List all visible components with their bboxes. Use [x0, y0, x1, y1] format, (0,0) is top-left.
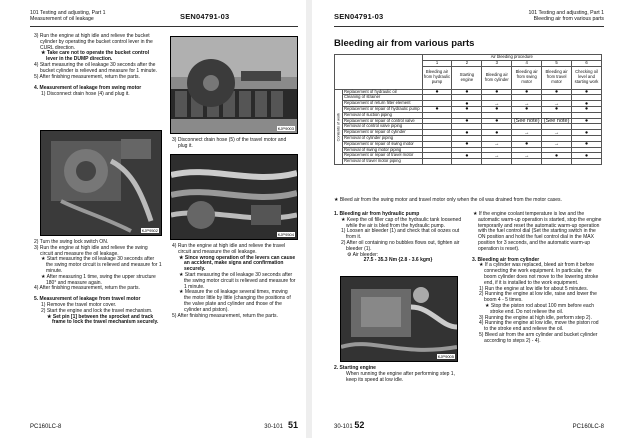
table-mark: ● — [482, 130, 512, 136]
table-col-header: Bleeding air from hydraulic pump — [422, 66, 452, 89]
footer-page — [264, 420, 298, 430]
table-row-item: Removal of control valve piping — [342, 124, 422, 130]
table-row-item: Replacement of hydraulic oil — [342, 89, 422, 95]
table-col-header: Checking oil level and starting work — [572, 66, 602, 89]
table-mark: → — [512, 130, 542, 136]
note-text: ★ Start measuring the oil leakage 30 seconds after the swing motor circuit is relieved and measure for 1 minute. — [41, 256, 162, 274]
body-text: When running the engine after performing step 1, keep its speed at low idle. — [346, 370, 455, 383]
table-mark: → — [542, 141, 572, 147]
table-col-number: 4 — [512, 60, 542, 66]
footer-code: 30-101 — [334, 424, 353, 430]
caution-text: ★ Set pin [1] between the sprocket and track frame to lock the travel mechanism securely. — [47, 313, 159, 326]
note-text: ★ Keep the oil filler cap of the hydraulic tank loosened while the air is bled from the hydraulic pump. — [341, 216, 462, 229]
table-mark: → — [482, 141, 512, 147]
header-line: 101 Testing and adjusting, Part 1 — [30, 10, 106, 16]
left-column-2-upper — [172, 138, 296, 150]
table-row-item: Removal of swing motor piping — [342, 147, 422, 153]
table-col-number: 3 — [482, 60, 512, 66]
table-side-label: Contents of work — [335, 89, 343, 164]
header-line: Bleeding air from various parts — [533, 16, 604, 22]
table-mark: → — [512, 101, 542, 107]
table-mark: ● — [482, 89, 512, 95]
step-text: 5) After finishing measurement, return the parts. — [34, 73, 140, 80]
table-mark: → — [542, 101, 572, 107]
step-text: 3) Disconnect drain hose (5) of the travel motor and plug it. — [172, 137, 287, 149]
table-row-item: Replacement or repair of control valve — [342, 118, 422, 124]
photo-label: KJP9005 — [437, 354, 454, 359]
binding-gutter — [306, 0, 312, 438]
right-column-1-lower — [334, 366, 462, 383]
table-mark — [482, 159, 512, 165]
table-mark: ● — [452, 141, 482, 147]
photo-label: KJP9003 — [277, 126, 294, 131]
table-mark: ● — [572, 101, 602, 107]
left-header-code: SEN04791-03 — [180, 12, 230, 21]
caution-text: ★ Take care not to operate the bucket control lever in the DUMP direction. — [41, 50, 150, 63]
sprocket-image — [171, 37, 297, 133]
table-mark: ● — [452, 89, 482, 95]
step-text: 4) Start measuring the oil leakage 30 seconds after the bucket cylinder is relieved and measure for 1 minute. — [34, 61, 158, 74]
note-text: ★ Start measuring the oil leakage 30 seconds after the swing motor circuit is relieved and measure for 1 minute. — [179, 271, 296, 290]
step-text: 1) Remove the travel motor cover. — [41, 301, 117, 308]
table-row-item: Replacement or repair of travel motor — [342, 153, 422, 159]
note-text: ★ If the engine coolant temperature is low and the automatic warm-up operation is started, stop the engine temporarily and reset the automatic warm-up operation with the fuel control dial (Set the starting switch in the ON position and hold the fuel control dial in the MAX position for 3 seconds, and the automatic warm-up operation is reset). — [473, 211, 602, 252]
caution-text: ★ Since wrong operation of the levers can cause an accident, make signs and confirmation securely. — [179, 254, 296, 273]
page-number: 51 — [287, 420, 298, 430]
step-text: 4) Run the engine at high idle and relieve the travel circuit and measure the oil leakage. — [172, 243, 286, 255]
table-row-item: Removal of travel motor piping — [342, 159, 422, 165]
table-col-number: 6 — [572, 60, 602, 66]
photo-label: KJP9504 — [277, 232, 294, 237]
note-text: ★ If a cylinder was replaced, bleed air from it before connecting the work equipment. In particular, the boom cylinder does not move to the lowering stroke end, if it is installed to the work equipment. — [479, 262, 599, 286]
section-heading: 4. Measurement of leakage from swing motor — [34, 85, 142, 92]
step-text: 1) Loosen air bleeder (1) and check that oil oozes out from it. — [341, 228, 460, 241]
section-heading: 3. Bleeding air from cylinder — [472, 256, 540, 263]
right-column-1 — [334, 212, 462, 264]
table-body — [335, 89, 602, 164]
step-text: 3) Run the engine at high idle and relieve the bucket cylinder by operating the bucket control lever in the CURL direction. — [34, 33, 153, 51]
step-text: 4) Running the engine at low idle, move the piston rod to the stroke end and relieve the oil. — [479, 320, 599, 333]
note-text: ★ After measuring 1 time, swing the upper structure 180° and measure again. — [41, 273, 156, 286]
step-text: 2) Running the engine at low idle, raise and lower the boom 4 - 5 times. — [479, 291, 597, 304]
table-mark: ● — [512, 141, 542, 147]
table-mark: ● — [572, 89, 602, 95]
step-text: 1) Run the engine at low idle for about 5 minutes. — [479, 285, 588, 292]
step-text: 4) After finishing measurement, return the parts. — [34, 285, 140, 292]
swing-motor-photo — [40, 130, 162, 236]
table-mark: ● — [452, 106, 482, 112]
table-note — [334, 198, 602, 204]
table-mark: ● — [542, 89, 572, 95]
header-line: Measurement of oil leakage — [30, 16, 94, 22]
step-text: 2) After oil containing no bubbles flows out, tighten air bleeder (1). — [341, 239, 460, 252]
page-number: 52 — [354, 420, 365, 430]
torque-value: 27.5 - 35.3 Nm {2.8 - 3.6 kgm} — [363, 257, 433, 264]
left-column-1 — [34, 34, 162, 98]
table-mark — [452, 159, 482, 165]
table-row-item: Replacement or repair of hydraulic pump — [342, 106, 422, 112]
table-mark: ● — [482, 118, 512, 124]
table-row-item: Replacement or repair of cylinder — [342, 130, 422, 136]
table-mark: ● — [452, 118, 482, 124]
table-mark — [572, 159, 602, 165]
right-header-code: SEN04791-03 — [334, 12, 384, 21]
table-col-header: Bleeding air from travel motor — [542, 66, 572, 89]
table-mark: ● — [572, 141, 602, 147]
torque-icon: ⚙ — [347, 251, 353, 258]
table-mark: ● — [422, 106, 452, 112]
table-col-number: 1 — [422, 60, 452, 66]
section-heading: 2. Starting engine — [334, 365, 376, 371]
right-page — [314, 8, 614, 432]
left-footer — [30, 418, 298, 432]
table-row — [335, 159, 602, 165]
table-col-header: Starting engine — [452, 66, 482, 89]
step-text: 1) Disconnect drain hose (4) and plug it. — [41, 91, 130, 98]
table-mark: ● — [512, 106, 542, 112]
table-mark: ● — [452, 130, 482, 136]
table-col-header: Bleeding air from swing motor — [512, 66, 542, 89]
note-text: ★ Measure the oil leakage several times, moving the motor little by little (changing the positions of the valve plate and cylinder and those of the cylinder and piston). — [179, 289, 291, 313]
table-row-item: Removal of cylinder piping — [342, 135, 422, 141]
table-mark: ● — [452, 101, 482, 107]
step-text: 5) Bleed air from the arm cylinder and bucket cylinder according to steps 2) - 4). — [479, 331, 598, 344]
table-row-item: Replacement or repair of swing motor — [342, 141, 422, 147]
header-line: 101 Testing and adjusting, Part 1 — [528, 10, 604, 16]
table-mark: (See note) — [542, 118, 572, 124]
air-bleeding-table-wrap — [334, 54, 602, 165]
right-column-2 — [472, 212, 602, 345]
table-mark: ● — [572, 130, 602, 136]
footer-page — [334, 420, 364, 430]
table-col-number: 5 — [542, 60, 572, 66]
table-mark: → — [482, 153, 512, 159]
torque-label-text: Air bleeder: — [352, 251, 379, 258]
left-page — [6, 8, 304, 432]
table-mark: ● — [422, 89, 452, 95]
swing-motor-image — [41, 131, 161, 235]
table-mark: ● — [572, 153, 602, 159]
photo-label: KJP9502 — [141, 228, 158, 233]
table-mark — [512, 159, 542, 165]
table-mark: ● — [512, 89, 542, 95]
table-mark: ● — [542, 153, 572, 159]
table-mark: ● — [572, 106, 602, 112]
table-col-number: 2 — [452, 60, 482, 66]
table-group-header: Air bleeding procedure — [422, 55, 601, 61]
table-row-item: Replacement of return filter element — [342, 101, 422, 107]
table-mark: → — [542, 130, 572, 136]
footer-model: PC160LC-8 — [30, 424, 62, 430]
table-corner — [335, 55, 423, 90]
left-header-section — [30, 10, 105, 22]
travel-motor-image — [171, 155, 297, 239]
table-mark: (See note) — [512, 118, 542, 124]
table-row-item: Cleaning of strainer — [342, 95, 422, 101]
table-mark — [422, 159, 452, 165]
section-heading: 1. Bleeding air from hydraulic pump — [334, 211, 420, 217]
table-mark: ● — [542, 106, 572, 112]
right-footer — [334, 418, 604, 432]
right-header-section — [529, 10, 604, 22]
step-text: 2) Turn the swing lock switch ON. — [34, 239, 109, 245]
footer-model: PC160LC-8 — [572, 424, 604, 430]
table-mark: → — [482, 101, 512, 107]
table-mark: ● — [572, 118, 602, 124]
table-mark: ● — [452, 153, 482, 159]
hydraulic-pump-image — [341, 277, 457, 361]
section-heading: 5. Measurement of leakage from travel motor — [34, 296, 141, 303]
hydraulic-pump-photo — [340, 276, 458, 362]
table-row-item: Removal of suction piping — [342, 112, 422, 118]
table-mark — [542, 159, 572, 165]
left-column-1-lower — [34, 240, 162, 326]
table-note-text: ★ Bleed air from the swing motor and travel motor only when the oil was drained from the motor cases. — [334, 197, 562, 203]
step-text: 2) Start the engine and lock the travel mechanism. — [41, 307, 153, 314]
footer-code: 30-101 — [264, 424, 283, 430]
air-bleeding-table — [334, 54, 602, 165]
right-header — [334, 10, 604, 27]
table-mark: → — [512, 153, 542, 159]
sprocket-photo — [170, 36, 298, 134]
step-text: 5) After finishing measurement, return the parts. — [172, 312, 278, 319]
page-title: Bleeding air from various parts — [334, 38, 475, 49]
table-mark: ● — [482, 106, 512, 112]
step-text: 3) Running the engine at high idle, perform step 2). — [479, 314, 592, 321]
table-col-header: Bleeding air from cylinder — [482, 66, 512, 89]
travel-motor-photo — [170, 154, 298, 240]
step-text: 3) Run the engine at high idle and relieve the swing circuit and measure the oil leakage. — [34, 244, 148, 257]
left-header — [30, 10, 298, 27]
left-column-2-lower — [172, 244, 296, 319]
note-text: ★ Stop the piston rod about 100 mm before each stroke end. Do not relieve the oil. — [485, 302, 594, 315]
